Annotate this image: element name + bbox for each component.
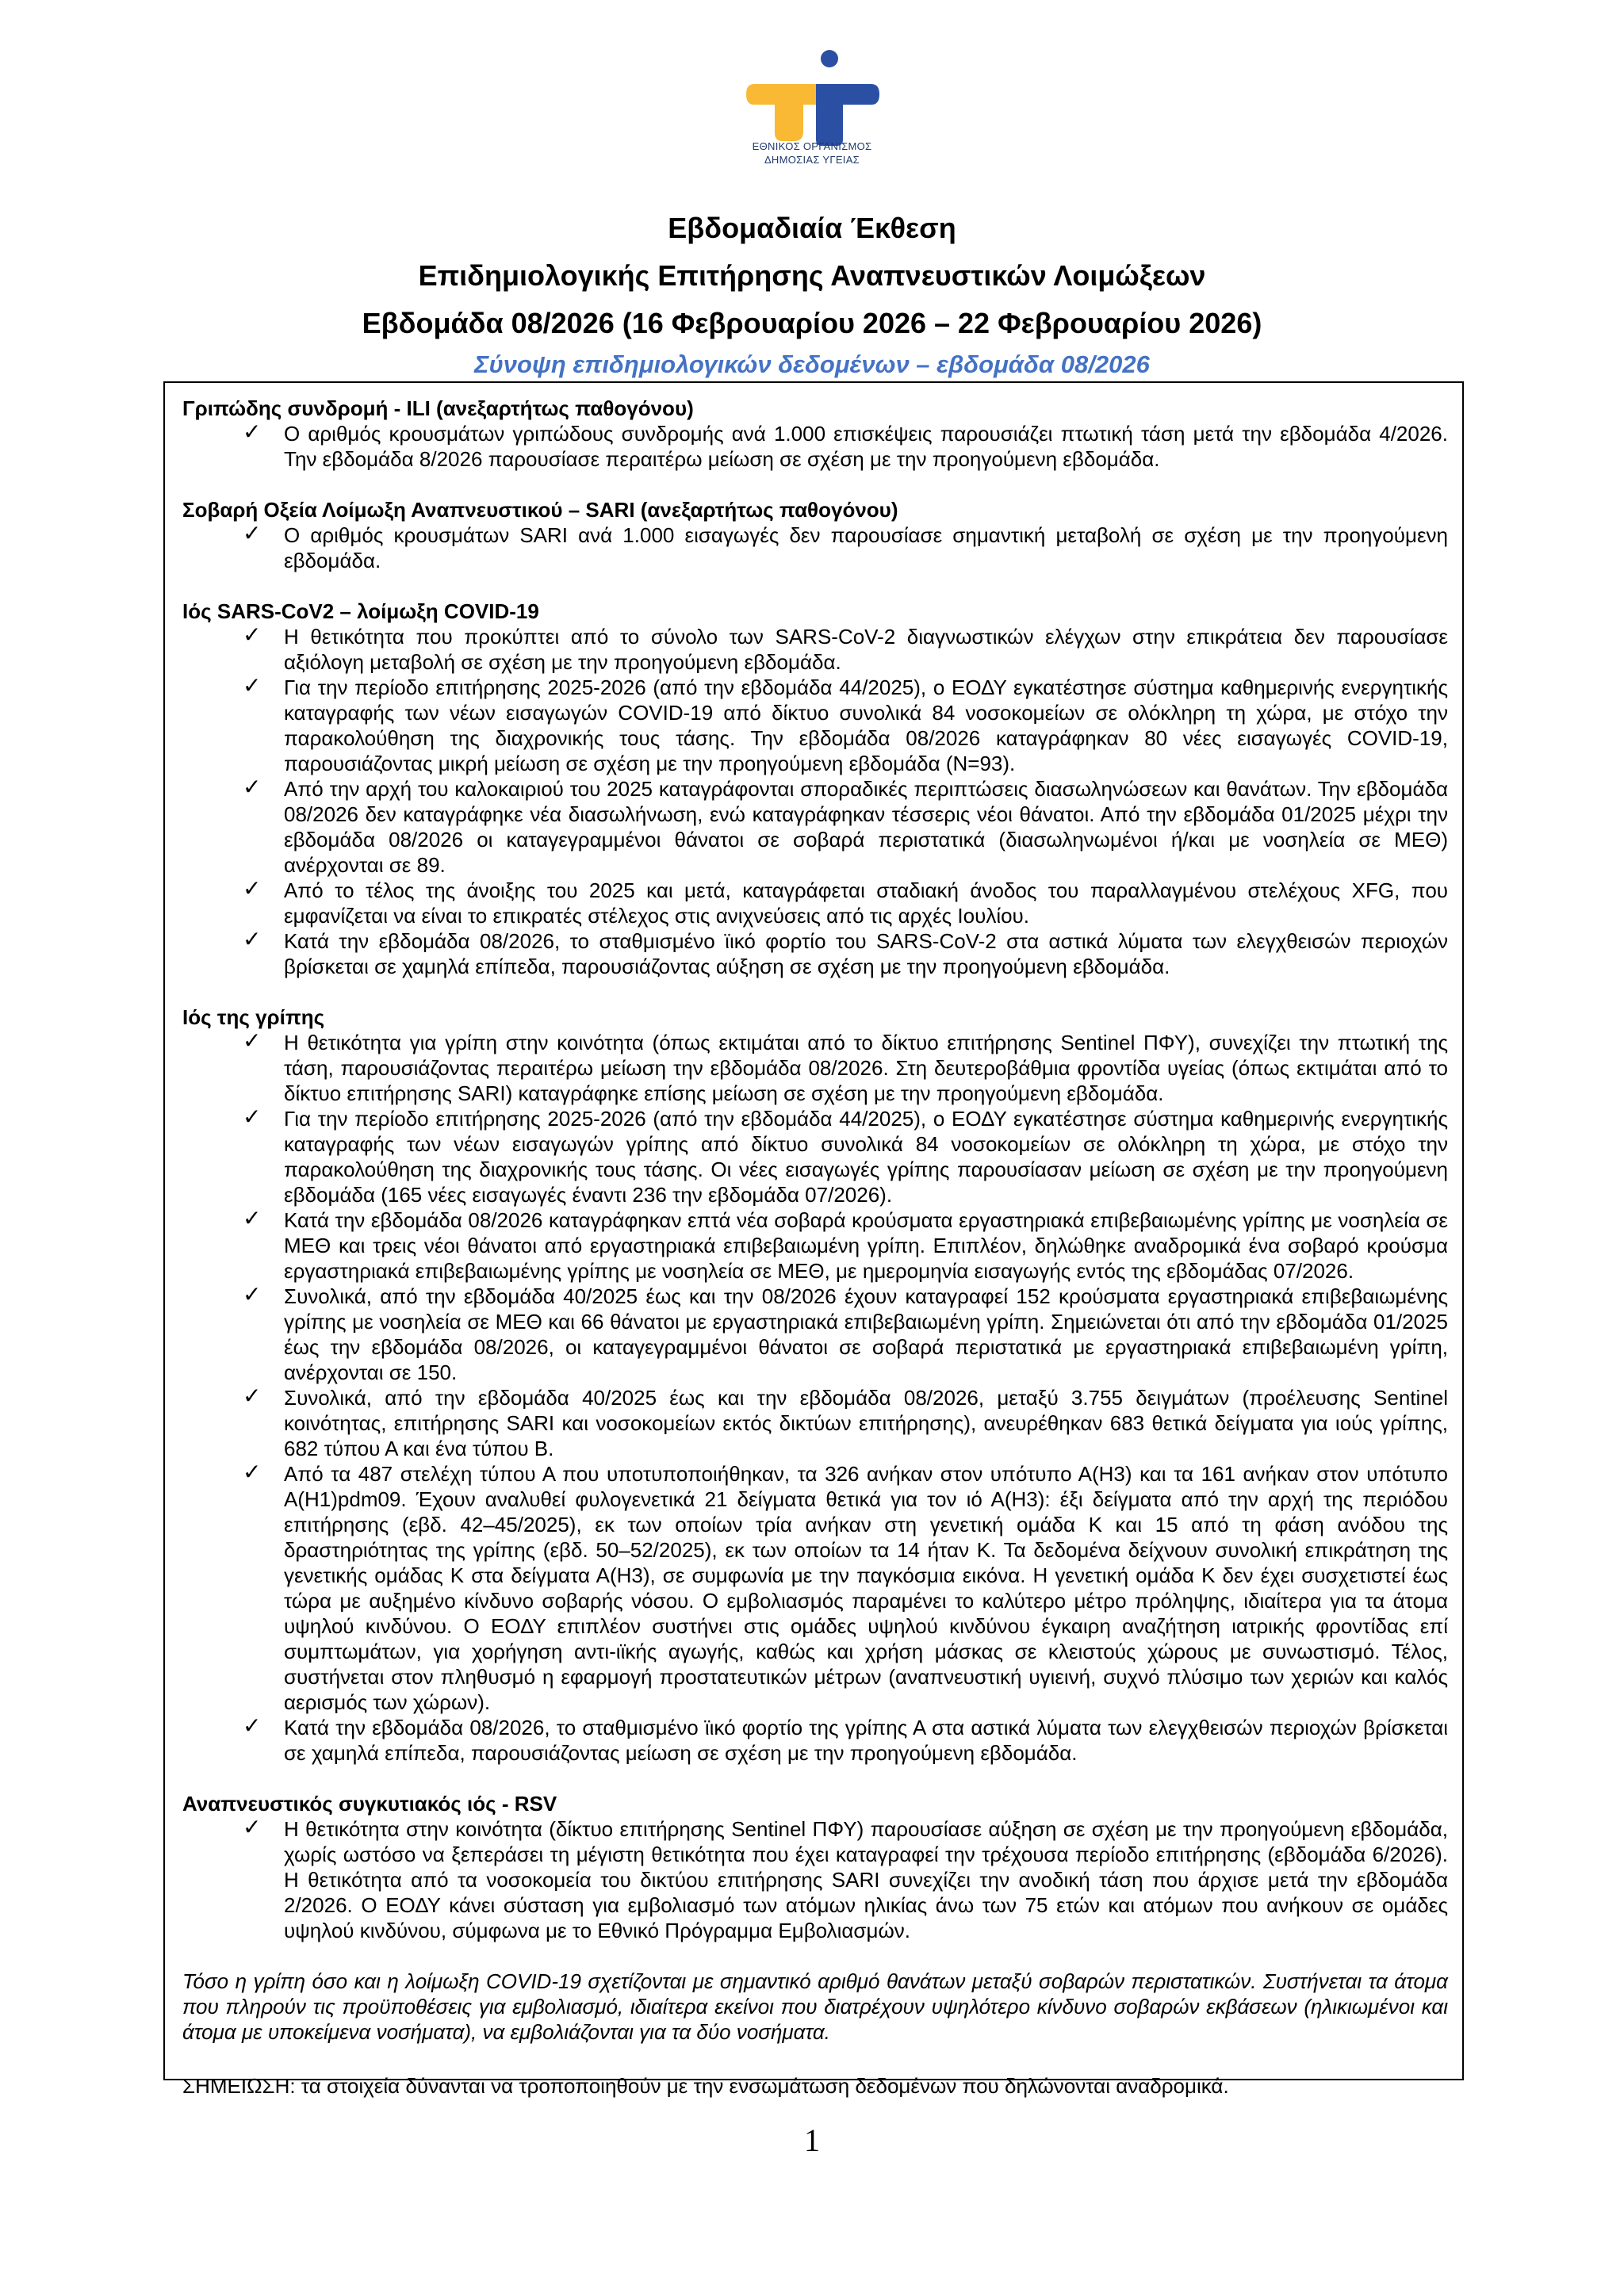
section-influenza — [182, 1004, 1448, 1766]
vaccination-note: Τόσο η γρίπη όσο και η λοίμωξη COVID-19 σχετίζονται με σημαντικό αριθμό θανάτων μεταξύ σοβαρών περιστατικών. Συστήνεται τα άτομα που πληρούν τις προϋποθέσεις για εμβολιασμό, ιδιαίτερα εκείνοι που διατρέχουν υψηλότερο κίνδυνο σοβαρών εκβάσεων (ηλικιωμένοι και άτομα με υποκείμενα νοσήματα), να εμβολιάζονται για τα δύο νοσήματα. — [182, 1969, 1448, 2044]
bullet-text: Για την περίοδο επιτήρησης 2025-2026 (από την εβδομάδα 44/2025), ο ΕΟΔΥ εγκατέστησε σύστημα καθημερινής ενεργητικής καταγραφής των νέων εισαγωγών γρίπης από δίκτυο συνολικά 84 νοσοκομείων σε ολόκληρη τη χώρα, με στόχο την παρακολούθηση της διαχρονικής τους τάσης. Οι νέες εισαγωγές γρίπης παρουσίασαν μείωση σε σχέση με την προηγούμενη εβδομάδα (165 νέες εισαγωγές έναντι 236 την εβδομάδα 07/2026). — [284, 1107, 1448, 1207]
checkmark-icon: ✓ — [243, 1383, 262, 1409]
section-covid19 — [182, 599, 1448, 979]
checkmark-icon: ✓ — [243, 875, 262, 901]
checkmark-icon: ✓ — [243, 774, 262, 800]
bullet-text: Η θετικότητα που προκύπτει από το σύνολο των SARS-CoV-2 διαγνωστικών ελέγχων στην επικράτεια δεν παρουσίασε αξιόλογη μεταβολή σε σχέση με την προηγούμενη εβδομάδα. — [284, 625, 1448, 674]
checkmark-icon: ✓ — [243, 1205, 262, 1231]
bullet-text: Ο αριθμός κρουσμάτων γριπώδους συνδρομής ανά 1.000 επισκέψεις παρουσιάζει πτωτική τάση μετά την εβδομάδα 4/2026. Την εβδομάδα 8/2026 παρουσίασε περαιτέρω μείωση σε σχέση με την προηγούμενη εβδομάδα. — [284, 422, 1448, 471]
checkmark-icon: ✓ — [243, 1104, 262, 1130]
checkmark-icon: ✓ — [243, 1712, 262, 1739]
checkmark-icon: ✓ — [243, 926, 262, 952]
checkmark-icon: ✓ — [243, 1027, 262, 1054]
summary-box — [163, 381, 1464, 2098]
logo-dot — [821, 50, 838, 67]
bullet-text: Ο αριθμός κρουσμάτων SARI ανά 1.000 εισαγωγές δεν παρουσίασε σημαντική μεταβολή σε σχέση με την προηγούμενη εβδομάδα. — [284, 523, 1448, 572]
page-number: 1 — [804, 2122, 820, 2158]
list-item — [182, 522, 1448, 573]
bullet-text: Συνολικά, από την εβδομάδα 40/2025 έως και την εβδομάδα 08/2026, μεταξύ 3.755 δειγμάτων (προέλευσης Sentinel κοινότητας, επιτήρησης SARI και νοσοκομείων εκτός δικτύων επιτήρησης), ανευρέθηκαν 683 θετικά δείγματα για ιούς γρίπης, 682 τύπου Α και ένα τύπου Β. — [284, 1386, 1448, 1460]
section-title: Σοβαρή Οξεία Λοίμωξη Αναπνευστικού – SARI (ανεξαρτήτως παθογόνου) — [182, 498, 898, 522]
bullet-text: Από την αρχή του καλοκαιριού του 2025 καταγράφονται σποραδικές περιπτώσεις διασωληνώσεων και θανάτων. Την εβδομάδα 08/2026 δεν καταγράφηκε νέα διασωλήνωση, ενώ καταγράφηκαν τέσσερις νέοι θάνατοι. Από την εβδομάδα 01/2025 μέχρι την εβδομάδα 08/2026 οι καταγεγραμμένοι θάνατοι σε σοβαρά περιστατικά (διασωληνωμένοι ή/και με νοσηλεία σε ΜΕΘ) ανέρχονται σε 89. — [284, 777, 1448, 877]
list-item — [182, 1106, 1448, 1207]
report-subtitle: Σύνοψη επιδημιολογικών δεδομένων – εβδομάδα 08/2026 — [474, 350, 1150, 378]
report-title: Εβδομαδιαία Έκθεση — [668, 212, 956, 244]
bullet-text: Κατά την εβδομάδα 08/2026 καταγράφηκαν επτά νέα σοβαρά κρούσματα εργαστηριακά επιβεβαιωμένης γρίπης με νοσηλεία σε ΜΕΘ και τρεις νέοι θάνατοι από εργαστηριακά επιβεβαιωμένη γρίπη. Επιπλέον, δηλώθηκε αναδρομικά ένα σοβαρό κρούσμα εργαστηριακά επιβεβαιωμένης γρίπης με νοσηλεία σε ΜΕΘ, με ημερομηνία εισαγωγής εντός της εβδομάδας 07/2026. — [284, 1208, 1448, 1283]
section-rsv — [182, 1791, 1448, 1943]
list-item — [182, 1385, 1448, 1461]
checkmark-icon: ✓ — [243, 1459, 262, 1485]
bullet-text: Συνολικά, από την εβδομάδα 40/2025 έως και την 08/2026 έχουν καταγραφεί 152 κρούσματα εργαστηριακά επιβεβαιωμένης γρίπης με νοσηλεία σε ΜΕΘ και 66 θάνατοι με εργαστηριακά επιβεβαιωμένη γρίπη. Σημειώνεται ότι από την εβδομάδα 01/2025 έως την εβδομάδα 08/2026, οι καταγεγραμμένοι θάνατοι σε σοβαρά περιστατικά με εργαστηριακά επιβεβαιωμένη γρίπη, ανέρχονται σε 150. — [284, 1284, 1448, 1384]
logo-text-line1: ΕΘΝΙΚΟΣ ΟΡΓΑΝΙΣΜΟΣ — [752, 140, 872, 152]
section-title: Γριπώδης συνδρομή - ILI (ανεξαρτήτως παθογόνου) — [182, 396, 694, 420]
list-item — [182, 928, 1448, 979]
bullet-text: Η θετικότητα για γρίπη στην κοινότητα (όπως εκτιμάται από το δίκτυο επιτήρησης Sentinel ΠΦΥ), συνεχίζει την πτωτική της τάση, παρουσιάζοντας περαιτέρω μείωση την εβδομάδα 08/2026. Στη δευτεροβάθμια φροντίδα υγείας (όπως εκτιμάται από το δίκτυο επιτήρησης SARI) καταγράφηκε επίσης μείωση σε σχέση με την προηγούμενη εβδομάδα. — [284, 1031, 1448, 1105]
checkmark-icon: ✓ — [243, 622, 262, 648]
list-item — [182, 1027, 1448, 1106]
list-item — [182, 875, 1448, 928]
section-title: Ιός SARS-CoV2 – λοίμωξη COVID-19 — [182, 599, 539, 623]
list-item — [182, 624, 1448, 675]
list-item — [182, 421, 1448, 472]
list-item — [182, 1281, 1448, 1385]
logo-yellow-shape — [746, 84, 825, 141]
bullet-text: Κατά την εβδομάδα 08/2026, το σταθμισμένο ϊικό φορτίο της γρίπης Α στα αστικά λύματα των ελεγχθεισών περιοχών βρίσκεται σε χαμηλά επίπεδα, παρουσιάζοντας μείωση σε σχέση με την προηγούμενη εβδομάδα. — [284, 1716, 1448, 1765]
logo-text-line2: ΔΗΜΟΣΙΑΣ ΥΓΕΙΑΣ — [764, 154, 860, 166]
bullet-text: Για την περίοδο επιτήρησης 2025-2026 (από την εβδομάδα 44/2025), ο ΕΟΔΥ εγκατέστησε σύστημα καθημερινής ενεργητικής καταγραφής των νέων εισαγωγών COVID-19 από δίκτυο συνολικά 84 νοσοκομείων σε ολόκληρη τη χώρα, με στόχο την παρακολούθηση της διαχρονικής τους τάσης. Την εβδομάδα 08/2026 καταγράφηκαν 80 νέες εισαγωγές COVID-19, παρουσιάζοντας μικρή μείωση σε σχέση με την προηγούμενη εβδομάδα (Ν=93). — [284, 675, 1448, 775]
bullet-text: Από το τέλος της άνοιξης του 2025 και μετά, καταγράφεται σταδιακή άνοδος του παραλλαγμένου στελέχους XFG, που εμφανίζεται να είναι το επικρατές στέλεχος στις ανιχνεύσεις από τις αρχές Ιουλίου. — [284, 878, 1448, 928]
bullet-text: Η θετικότητα στην κοινότητα (δίκτυο επιτήρησης Sentinel ΠΦΥ) παρουσίασε αύξηση σε σχέση με την προηγούμενη εβδομάδα, χωρίς ωστόσο να ξεπεράσει τη μέγιστη θετικότητα που έχει καταγραφεί την τρέχουσα περίοδο επιτήρησης (εβδομάδα 6/2026). Η θετικότητα από τα νοσοκομεία του δικτύου επιτήρησης SARI συνεχίζει την ανοδική τάση που άρχισε μετά την εβδομάδα 2/2026. Ο ΕΟΔΥ κάνει σύσταση για εμβολιασμό των ατόμων ηλικίας άνω των 75 ετών και ατόμων που ανήκουν σε ομάδες υψηλού κινδύνου, σύμφωνα με το Εθνικό Πρόγραμμα Εμβολιασμών. — [284, 1817, 1448, 1942]
checkmark-icon: ✓ — [243, 1814, 262, 1840]
list-item — [182, 1712, 1448, 1766]
checkmark-icon: ✓ — [243, 672, 262, 698]
list-item — [182, 1816, 1448, 1943]
retroactive-data-remark: ΣΗΜΕΙΩΣΗ: τα στοιχεία δύνανται να τροποποιηθούν με την ενσωμάτωση δεδομένων που δηλώνονται αναδρομικά. — [182, 2074, 1229, 2098]
checkmark-icon: ✓ — [243, 1281, 262, 1307]
checkmark-icon: ✓ — [243, 520, 262, 546]
section-ili — [182, 396, 1448, 472]
list-item — [182, 1461, 1448, 1715]
section-sari — [182, 497, 1448, 573]
report-header — [0, 205, 1624, 382]
bullet-text: Από τα 487 στελέχη τύπου Α που υποτυποποιήθηκαν, τα 326 ανήκαν στον υπότυπο Α(Η3) και τα 161 ανήκαν στον υπότυπο Α(Η1)pdm09. Έχουν αναλυθεί φυλογενετικά 21 δείγματα θετικά για τον ιό Α(Η3): έξι δείγματα από την αρχή της περιόδου επιτήρησης (εβδ. 42–45/2025), εκ των οποίων τρία ανήκαν στη γενετική ομάδα Κ και 15 από τη φάση ανόδου της δραστηριότητας της γρίπης (εβδ. 50–52/2025), εκ των οποίων τα 14 ήταν Κ. Τα δεδομένα δείχνουν συνολική επικράτηση της γενετικής ομάδας Κ στα δείγματα Α(Η3), σε συμφωνία με την παγκόσμια εικόνα. Η γενετική ομάδα Κ δεν έχει συσχετιστεί έως τώρα με αυξημένο κίνδυνο σοβαρής νόσου. Ο εμβολιασμός παραμένει το καλύτερο μέτρο πρόληψης, ιδιαίτερα για τα άτομα υψηλού κινδύνου. Ο ΕΟΔΥ επιπλέον συστήνει στις ομάδες υψηλού κινδύνου έγκαιρη αναζήτηση ιατρικής φροντίδας επί συμπτωμάτων, για χορήγηση αντι-ιϊκής αγωγής, καθώς και χρήση μάσκας σε κλειστούς χώρους με συνωστισμό. Τέλος, συστήνεται στον πληθυσμό η εφαρμογή προστατευτικών μέτρων (αναπνευστική υγιεινή, συχνό πλύσιμο των χεριών και καλός αερισμός των χώρων). — [284, 1462, 1448, 1714]
list-item — [182, 776, 1448, 878]
checkmark-icon: ✓ — [243, 419, 262, 445]
list-item — [182, 1207, 1448, 1284]
section-title: Αναπνευστικός συγκυτιακός ιός - RSV — [182, 1792, 557, 1816]
logo-blue-shape — [816, 84, 879, 146]
report-title-line2: Επιδημιολογικής Επιτήρησης Αναπνευστικών Λοιμώξεων — [418, 259, 1206, 292]
report-week-range: Εβδομάδα 08/2026 (16 Φεβρουαρίου 2026 – 22 Φεβρουαρίου 2026) — [362, 307, 1262, 339]
bullet-text: Κατά την εβδομάδα 08/2026, το σταθμισμένο ϊικό φορτίο του SARS-CoV-2 στα αστικά λύματα των ελεγχθεισών περιοχών βρίσκεται σε χαμηλά επίπεδα, παρουσιάζοντας αύξηση σε σχέση με την προηγούμενη εβδομάδα. — [284, 929, 1448, 978]
list-item — [182, 672, 1448, 776]
section-title: Ιός της γρίπης — [182, 1005, 325, 1029]
